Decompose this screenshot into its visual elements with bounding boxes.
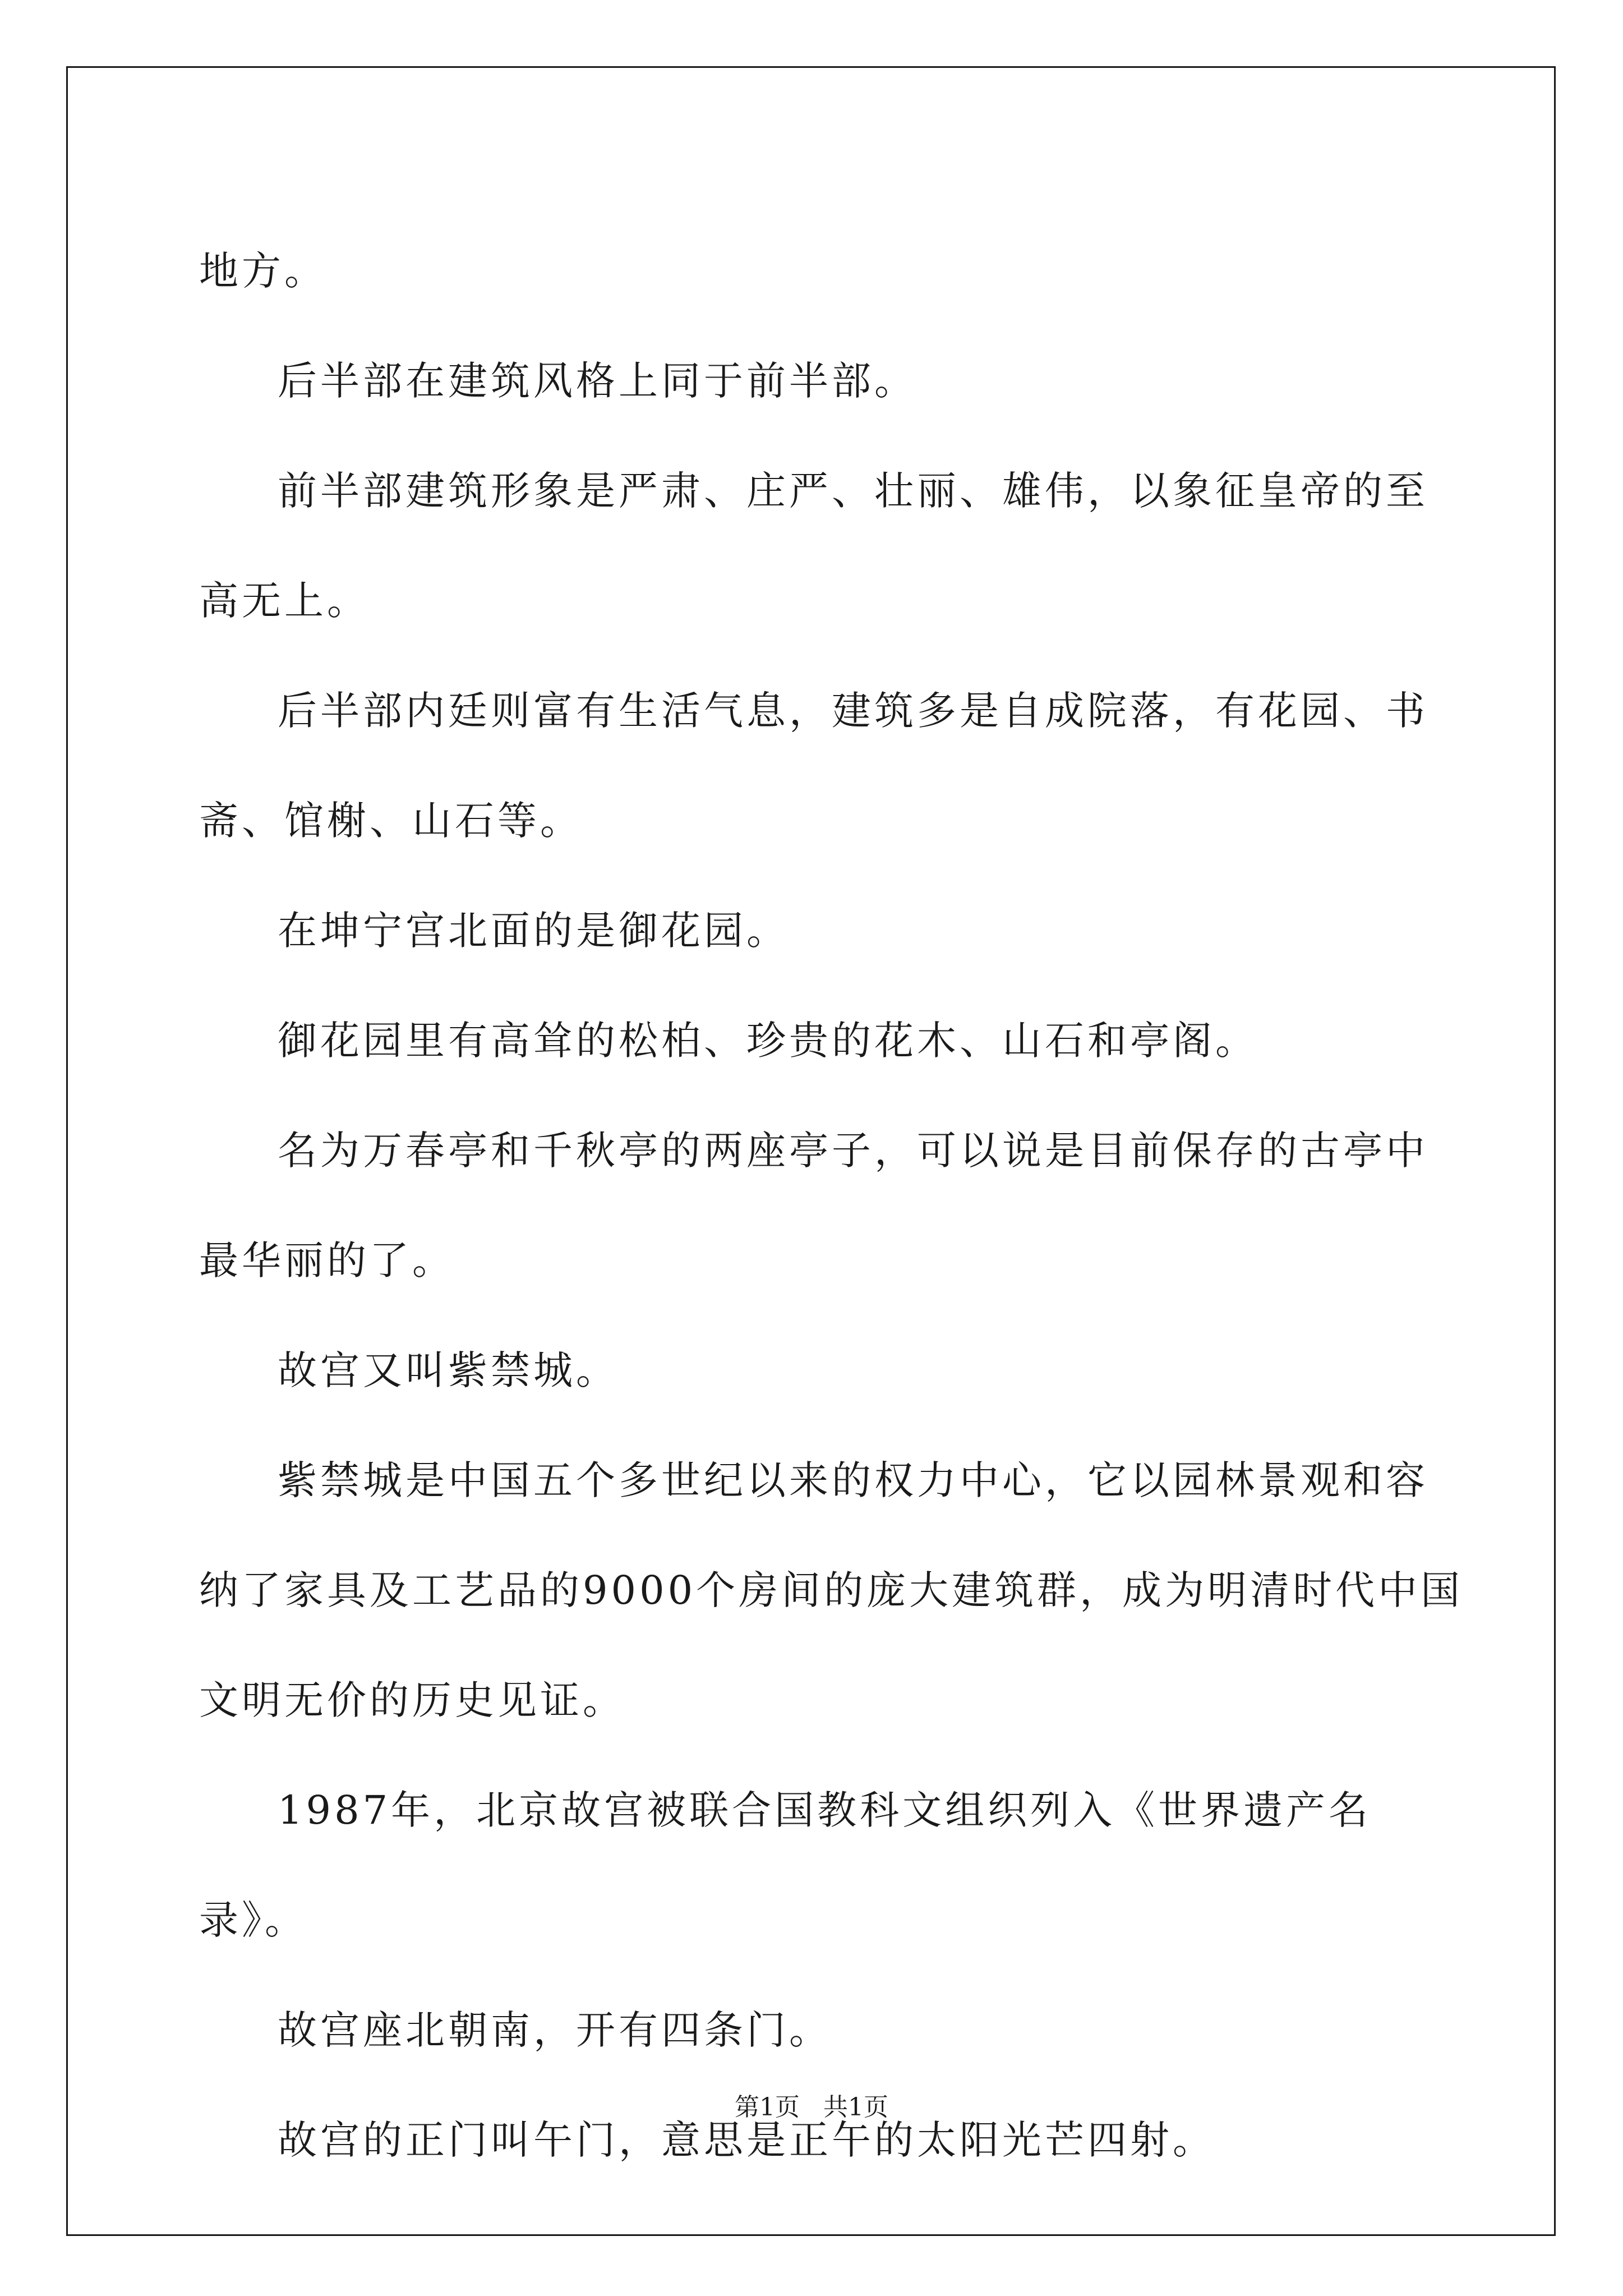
page-number-footer: 第1页 共1页	[735, 2093, 888, 2122]
paragraph: 御花园里有高耸的松柏、珍贵的花木、山石和亭阁。	[278, 1018, 1258, 1064]
paragraph: 在坤宁宫北面的是御花园。	[278, 908, 789, 954]
paragraph: 名为万春亭和千秋亭的两座亭子，可以说是目前保存的古亭中最华丽的了。	[199, 1128, 1428, 1283]
paragraph-continuation: 地方。	[199, 248, 327, 294]
paragraph: 前半部建筑形象是严肃、庄严、壮丽、雄伟，以象征皇帝的至高无上。	[199, 468, 1428, 624]
paragraph: 故宫又叫紫禁城。	[278, 1347, 619, 1393]
document-body	[199, 216, 1467, 2195]
paragraph: 1987年，北京故宫被联合国教科文组织列入《世界遗产名录》。	[199, 1787, 1372, 1943]
paragraph: 后半部内廷则富有生活气息，建筑多是自成院落，有花园、书斋、馆榭、山石等。	[199, 688, 1428, 844]
paragraph: 故宫的正门叫午门，意思是正午的太阳光芒四射。	[278, 2117, 1215, 2163]
paragraph: 紫禁城是中国五个多世纪以来的权力中心，它以园林景观和容纳了家具及工艺品的9000个房间的庞大建筑群，成为明清时代中国文明无价的历史见证。	[199, 1457, 1464, 1723]
paragraph: 故宫座北朝南，开有四条门。	[278, 2007, 832, 2053]
paragraph: 后半部在建筑风格上同于前半部。	[278, 358, 917, 404]
